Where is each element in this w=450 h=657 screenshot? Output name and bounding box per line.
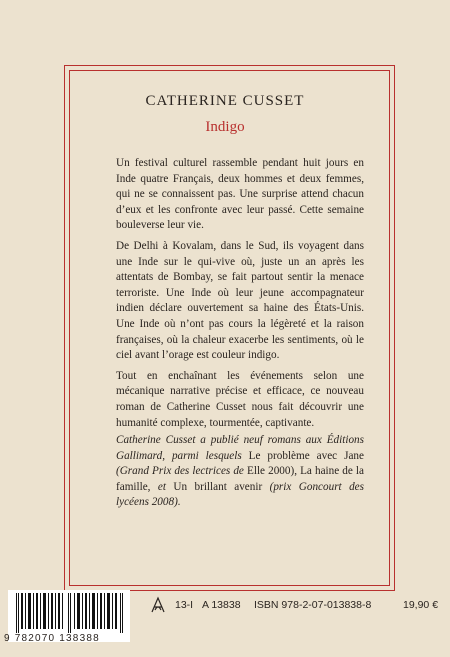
- code-2: A 13838: [202, 599, 241, 611]
- blurb-paragraph-3: Tout en enchaînant les événements selon une mécanique narrative précise et efficace, ce nouveau roman de Catherine Cusset nous fait découvrir une humanité complexe, tourmentée, captivante.: [116, 369, 364, 429]
- bio-magazine: Elle 2000),: [247, 465, 297, 478]
- isbn: ISBN 978-2-07-013838-8: [254, 599, 372, 611]
- bio-intro: Catherine Cusset a publié neuf romans aux Éditions Gallimard, parmi lesquels: [116, 434, 364, 462]
- book-title: Indigo: [205, 119, 245, 135]
- bio-and: et: [157, 480, 166, 493]
- blurb: [116, 156, 364, 436]
- bio-award-1: (Grand Prix des lectrices de: [116, 465, 244, 478]
- bio-book-2: La haine de la famille,: [116, 465, 365, 493]
- barcode-icon: [16, 593, 126, 633]
- barcode-digits: 9 782070 138388: [4, 633, 100, 644]
- author-bio: [116, 433, 364, 511]
- code-1: 13-I: [175, 599, 194, 611]
- blurb-paragraph-1: Un festival culturel rassemble pendant huit jours en Inde quatre Français, deux hommes et deux femmes, qui ne se connaissent pas. Une surprise attend chacun d’eux et les confronte avec leur passé. Cette semaine bouleverse leur vie.: [116, 157, 364, 232]
- bio-book-1: Le problème avec Jane: [248, 449, 364, 462]
- bio-book-3: Un brillant avenir: [173, 480, 263, 493]
- author-name: CATHERINE CUSSET: [145, 93, 305, 109]
- blurb-paragraph-2: De Delhi à Kovalam, dans le Sud, ils voyagent dans une Inde sur le qui-vive où, juste un an après les attentats de Bombay, se fait partout sentir la menace terroriste. Une Inde où leur jeune accompagnateur indien déclare ouvertement sa haine des États-Unis. Une Inde où n’ont pas cours la légèreté et la raison françaises, où la chaleur exacerbe les sentiments, où le ciel avant l’orage est couleur indigo.: [116, 239, 364, 362]
- price: 19,90 €: [403, 599, 439, 611]
- bio-award-2: (prix Goncourt des lycéens 2008).: [116, 480, 364, 509]
